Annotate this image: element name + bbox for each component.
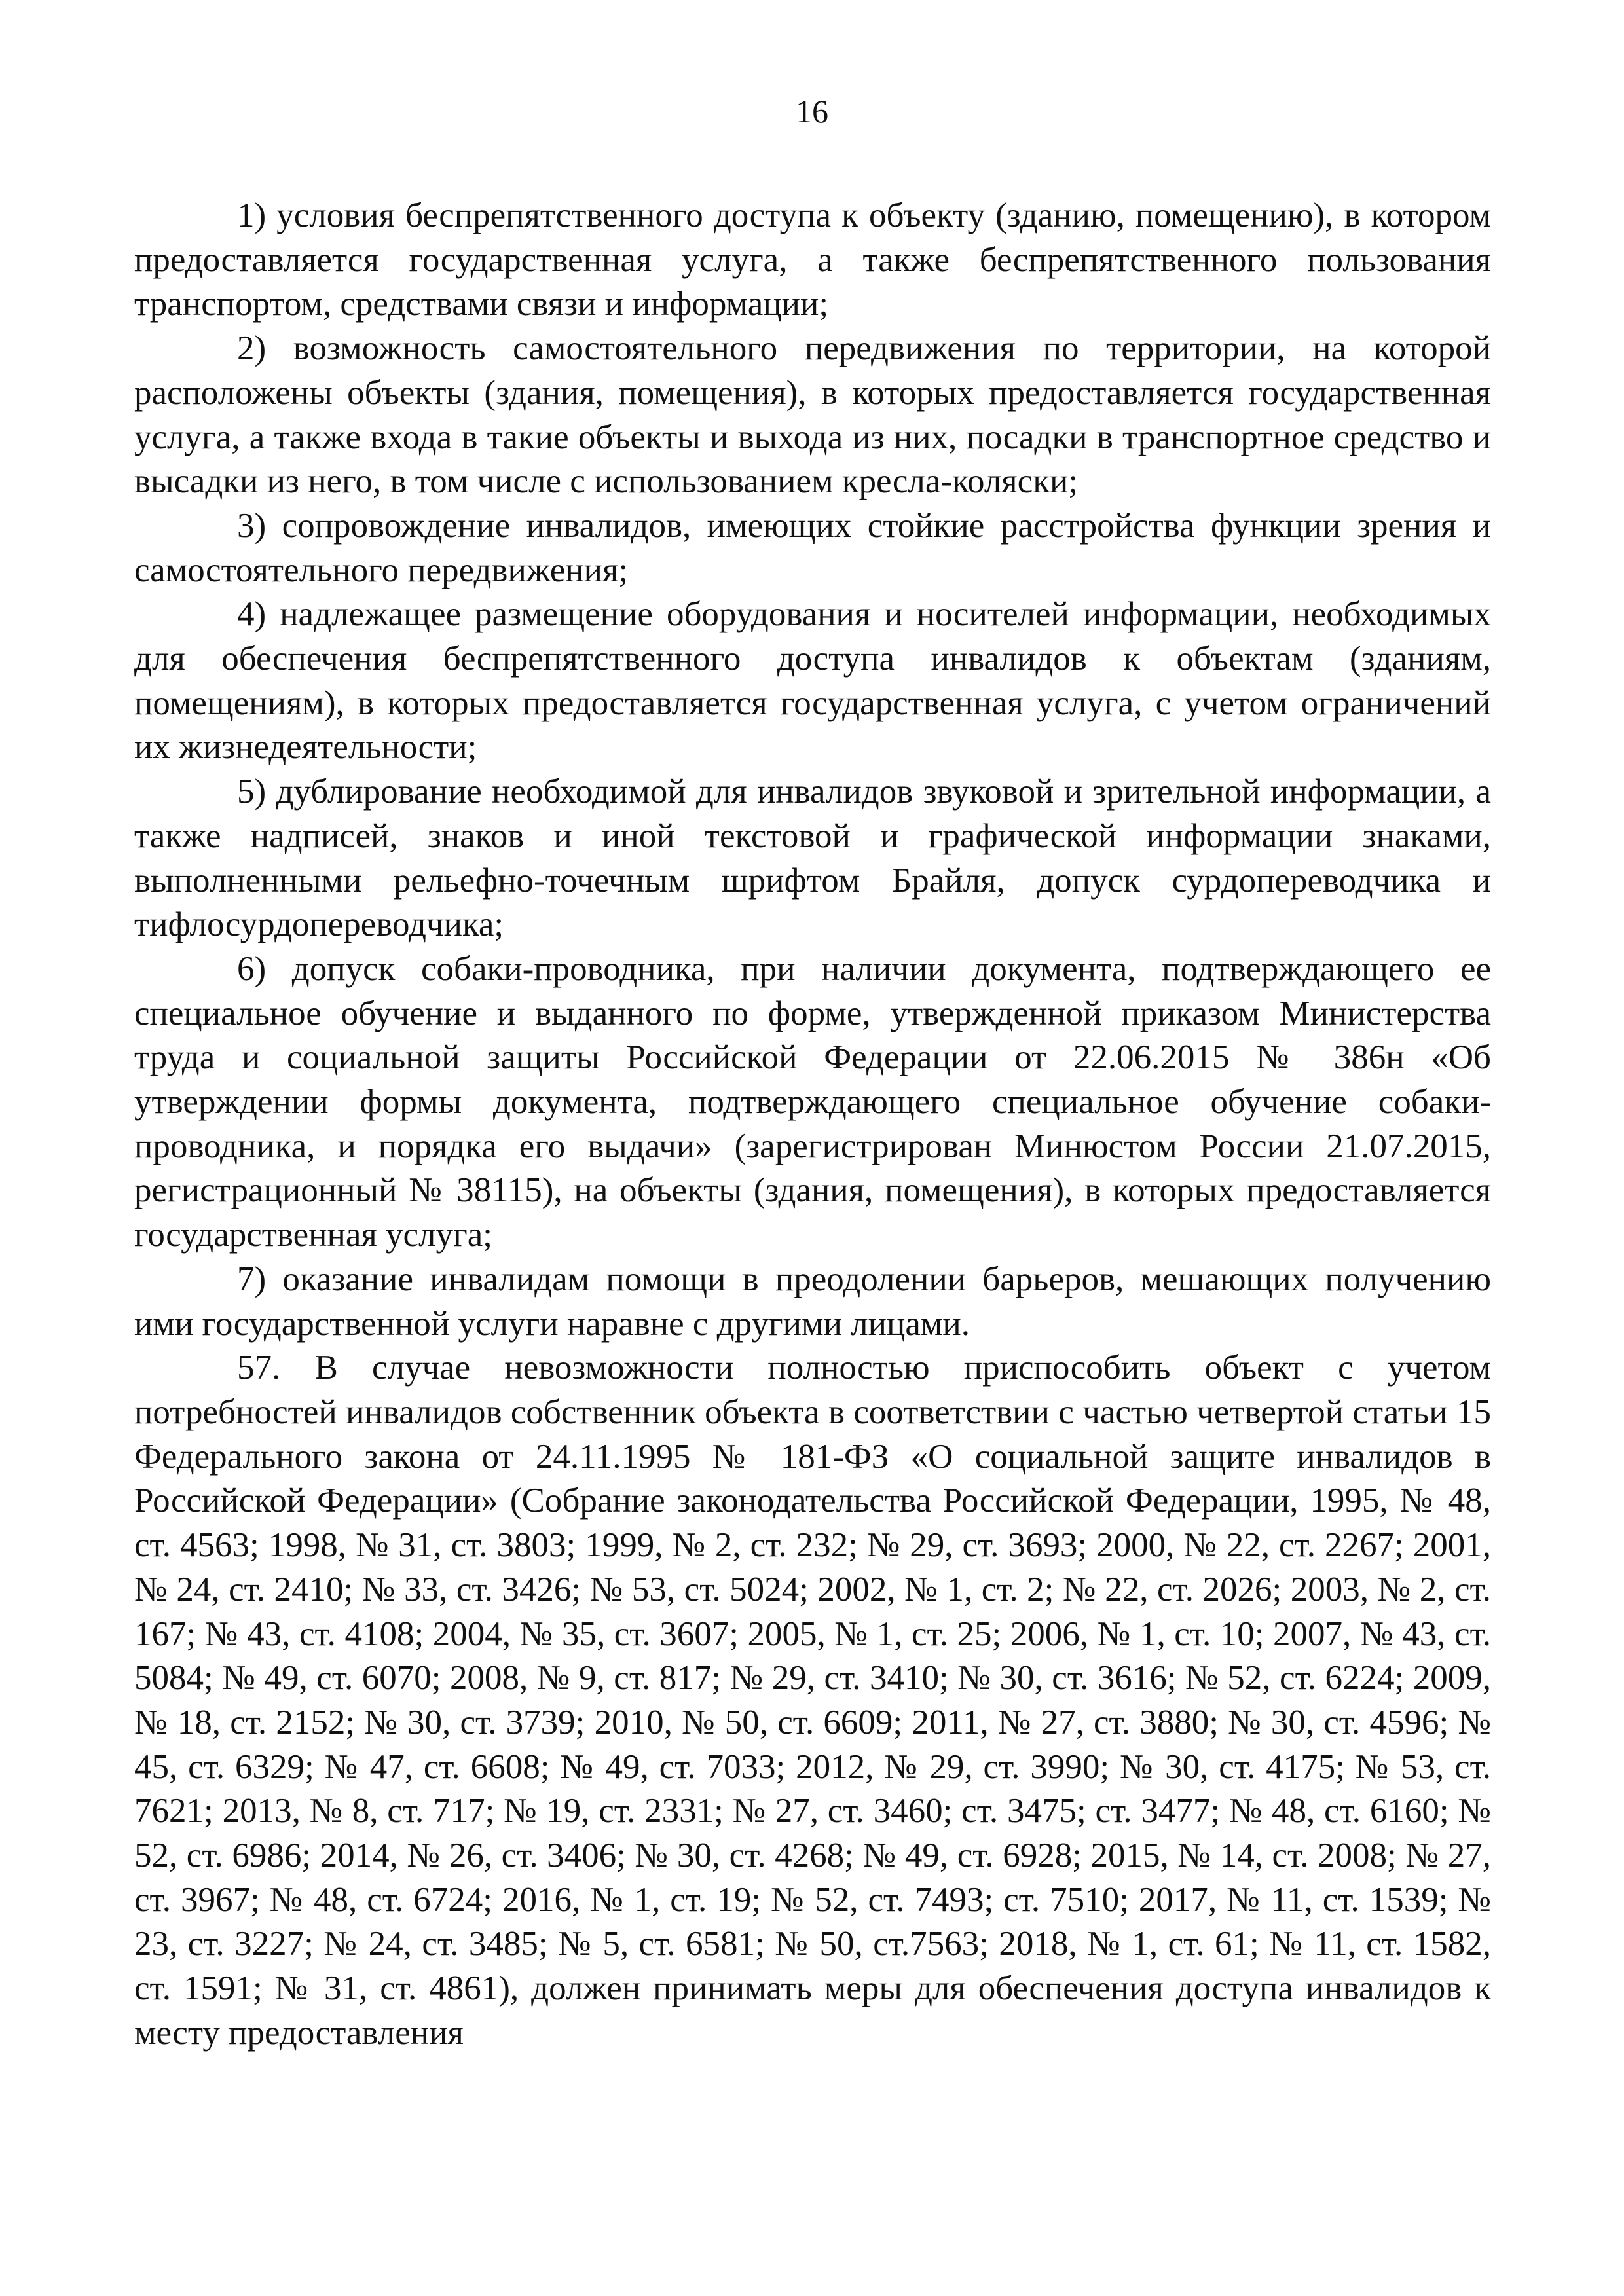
list-item-1-accessibility-conditions: 1) условия беспрепятственного доступа к объекту (зданию, помещению), в котором предоставляется государственная услуга, а также беспрепятственного пользования транспортом, средствами связи и информации; [134, 196, 1491, 323]
list-item-5-information-duplication: 5) дублирование необходимой для инвалидов звуковой и зрительной информации, а также надписей, знаков и иной текстовой и графической информации знаками, выполненными рельефно-точечным шрифтом Брайля, допуск сурдопереводчика и тифлосурдопереводчика; [134, 773, 1491, 944]
list-item-4-equipment-placement: 4) надлежащее размещение оборудования и носителей информации, необходимых для обеспечения беспрепятственного доступа инвалидов к объектам (зданиям, помещениям), в которых предоставляется государственная услуга, с учетом ограничений их жизнедеятельности; [134, 595, 1491, 767]
clause-57: 57. В случае невозможности полностью приспособить объект с учетом потребностей инвалидов собственник объекта в соответствии с частью четвертой статьи 15 Федерального закона от 24.11.1995 № 181-ФЗ «О социальной защите инвалидов в Российской Федерации» (Собрание законодательства Российской Федерации, 1995, № 48, ст. 4563; 1998, № 31, ст. 3803; 1999, № 2, ст. 232; № 29, ст. 3693; 2000, № 22, ст. 2267; 2001, № 24, ст. 2410; № 33, ст. 3426; № 53, ст. 5024; 2002, № 1, ст. 2; № 22, ст. 2026; 2003, № 2, ст. 167; № 43, ст. 4108; 2004, № 35, ст. 3607; 2005, № 1, ст. 25; 2006, № 1, ст. 10; 2007, № 43, ст. 5084; № 49, ст. 6070; 2008, № 9, ст. 817; № 29, ст. 3410; № 30, ст. 3616; № 52, ст. 6224; 2009, № 18, ст. 2152; № 30, ст. 3739; 2010, № 50, ст. 6609; 2011, № 27, ст. 3880; № 30, ст. 4596; № 45, ст. 6329; № 47, ст. 6608; № 49, ст. 7033; 2012, № 29, ст. 3990; № 30, ст. 4175; № 53, ст. 7621; 2013, № 8, ст. 717; № 19, ст. 2331; № 27, ст. 3460; ст. 3475; ст. 3477; № 48, ст. 6160; № 52, ст. 6986; 2014, № 26, ст. 3406; № 30, ст. 4268; № 49, ст. 6928; 2015, № 14, ст. 2008; № 27, ст. 3967; № 48, ст. 6724; 2016, № 1, ст. 19; № 52, ст. 7493; ст. 7510; 2017, № 11, ст. 1539; № 23, ст. 3227; № 24, ст. 3485; № 5, ст. 6581; № 50, ст.7563; 2018, № 1, ст. 61; № 11, ст. 1582, ст. 1591; № 31, ст. 4861), должен принимать меры для обеспечения доступа инвалидов к месту предоставления [134, 1349, 1491, 2052]
list-item-7-barrier-assistance: 7) оказание инвалидам помощи в преодолении барьеров, мешающих получению ими государственной услуги наравне с другими лицами. [134, 1260, 1491, 1343]
page-number: 16 [796, 93, 828, 130]
list-item-6-guide-dog-admission: 6) допуск собаки-проводника, при наличии документа, подтверждающего ее специальное обучение и выданного по форме, утвержденной приказом Министерства труда и социальной защиты Российской Федерации от 22.06.2015 № 386н «Об утверждении формы документа, подтверждающего специальное обучение собаки-проводника, и порядка его выдачи» (зарегистрирован Минюстом России 21.07.2015, регистрационный № 38115), на объекты (здания, помещения), в которых предоставляется государственная услуга; [134, 949, 1491, 1254]
list-item-3-accompaniment: 3) сопровождение инвалидов, имеющих стойкие расстройства функции зрения и самостоятельного передвижения; [134, 506, 1491, 589]
document-body [134, 194, 1491, 2056]
list-item-2-independent-movement: 2) возможность самостоятельного передвижения по территории, на которой расположены объекты (здания, помещения), в которых предоставляется государственная услуга, а также входа в такие объекты и выхода из них, посадки в транспортное средство и высадки из него, в том числе с использованием кресла-коляски; [134, 329, 1491, 501]
